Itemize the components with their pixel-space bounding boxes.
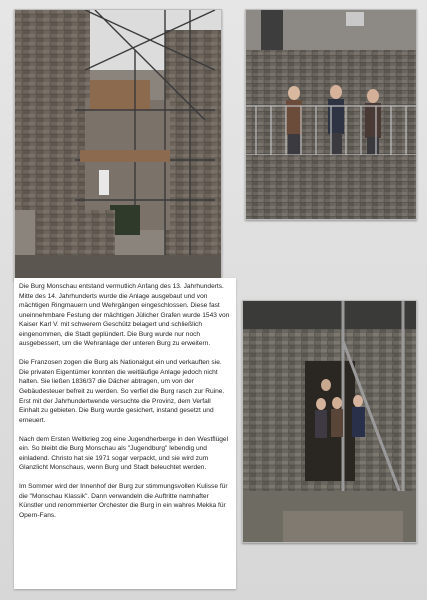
history-text-box (14, 278, 236, 589)
paragraph-monschau-klassik: Im Sommer wird der Innenhof der Burg zur stimmungsvollen Kulisse für die "Monschau Klassik". Dann verwandeln die Auftritte namhafter Künstler und renommierter Orchester die Burg in ein wahres Mekka für Opern-Fans. (19, 483, 228, 519)
doorway-group-photo (242, 300, 417, 543)
castle-courtyard-photo (14, 9, 222, 281)
balcony-group-photo (245, 9, 417, 220)
paragraph-history-origins: Die Burg Monschau entstand vermutlich Anfang des 13. Jahrhunderts. Mitte des 14. Jahrhunderts wurde die Anlage ausgebaut und von mächtigen Ringmauern und Wehrgängen eingeschlossen. Diese fast uneinnehmbare Festung der mächtigen Jülicher Grafen wurde 1543 von Kaiser Karl V. mit schwerem Geschütz belagert und schließlich eingenommen, die Stadt geplündert. Die Burg wurde nur noch ausgebessert, um die Wehranlage der unteren Burg zu erweitern. (19, 283, 230, 348)
paragraph-french-decline: Die Franzosen zogen die Burg als Nationalgut ein und verkauften sie. Die privaten Eigentümer konnten die weitläufige Anlage jedoch nicht halten. Sie ließen 1836/37 die Dächer abtragen, um von der Gebäudesteuer befreit zu werden. So verfiel die Burg rasch zur Ruine. Erst mit der Jahrhundertwende versuchte die Provinz, dem Verfall Einhalt zu gebieten. Die Burg wurde gesichert, instand gesetzt und erneuert. (19, 359, 225, 424)
paragraph-youth-hostel: Nach dem Ersten Weltkrieg zog eine Jugendherberge in den Westflügel ein. So bleibt die Burg Monschau als "Jugendburg" lebendig und einladend. Christo hat sie 1971 sogar verpackt, und sie wird zum Glanzlicht Monschaus, wenn Burg und Stadt beleuchtet werden. (19, 435, 229, 472)
